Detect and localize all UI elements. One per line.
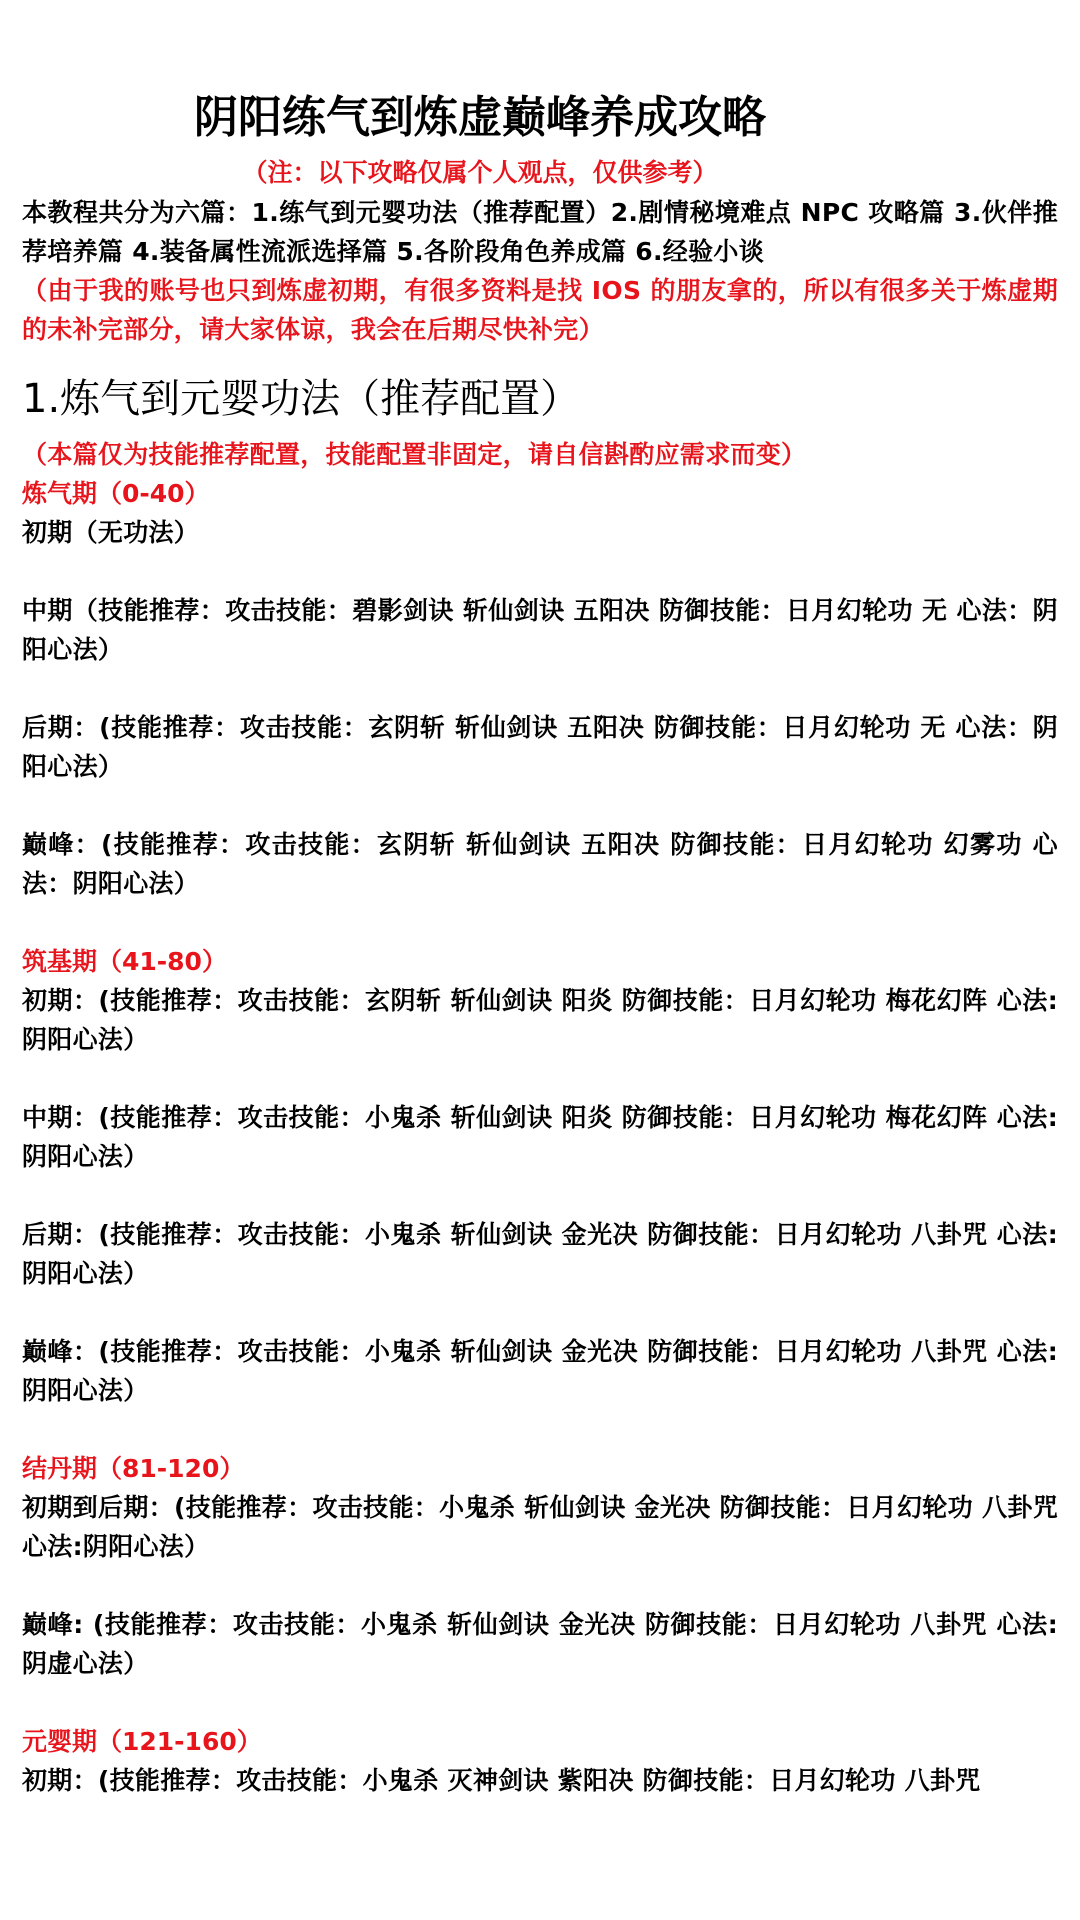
document-body xyxy=(22,193,1058,1800)
spacer xyxy=(22,552,1058,591)
stage-entry: 巅峰: (技能推荐：攻击技能：小鬼杀 斩仙剑诀 金光决 防御技能：日月幻轮功 八卦咒 心法:阴虚心法） xyxy=(22,1610,1058,1678)
stage-heading: 炼气期（0-40） xyxy=(22,479,210,508)
spacer xyxy=(22,786,1058,825)
stage-entry: 巅峰：(技能推荐：攻击技能：小鬼杀 斩仙剑诀 金光决 防御技能：日月幻轮功 八卦咒 心法:阴阳心法） xyxy=(22,1337,1058,1405)
spacer xyxy=(22,1410,1058,1449)
intro-paragraph: 本教程共分为六篇：1.练气到元婴功法（推荐配置）2.剧情秘境难点 NPC 攻略篇 3.伙伴推荐培养篇 4.装备属性流派选择篇 5.各阶段角色养成篇 6.经验小谈 xyxy=(22,198,1058,266)
spacer xyxy=(22,1059,1058,1098)
section-note: （本篇仅为技能推荐配置，技能配置非固定，请自信斟酌应需求而变） xyxy=(22,440,807,469)
stage-entry: 初期（无功法） xyxy=(22,518,200,547)
stage-heading: 元婴期（121-160） xyxy=(22,1727,262,1756)
spacer xyxy=(22,1566,1058,1605)
stage-entry: 中期：(技能推荐：攻击技能：小鬼杀 斩仙剑诀 阳炎 防御技能：日月幻轮功 梅花幻阵 心法:阴阳心法） xyxy=(22,1103,1058,1171)
stage-entry: 后期：(技能推荐：攻击技能：小鬼杀 斩仙剑诀 金光决 防御技能：日月幻轮功 八卦咒 心法:阴阳心法） xyxy=(22,1220,1058,1288)
document-title xyxy=(0,88,1080,148)
disclaimer-note xyxy=(0,155,1080,191)
section-heading: 1.炼气到元婴功法（推荐配置） xyxy=(22,376,581,422)
stage-entry: 中期（技能推荐：攻击技能：碧影剑诀 斩仙剑诀 五阳决 防御技能：日月幻轮功 无 心法：阴阳心法） xyxy=(22,596,1058,664)
spacer xyxy=(22,1176,1058,1215)
stage-entry: 后期：(技能推荐：攻击技能：玄阴斩 斩仙剑诀 五阳决 防御技能：日月幻轮功 无 心法：阴阳心法） xyxy=(22,713,1058,781)
spacer xyxy=(22,1293,1058,1332)
stage-heading: 筑基期（41-80） xyxy=(22,947,227,976)
stage-heading: 结丹期（81-120） xyxy=(22,1454,245,1483)
disclaimer-note-text: （注：以下攻略仅属个人观点，仅供参考） xyxy=(242,158,718,187)
spacer xyxy=(22,669,1058,708)
document-title-text: 阴阳练气到炼虚巅峰养成攻略 xyxy=(194,92,766,143)
spacer xyxy=(22,1683,1058,1722)
stage-entry: 巅峰：(技能推荐：攻击技能：玄阴斩 斩仙剑诀 五阳决 防御技能：日月幻轮功 幻雾功 心法：阴阳心法） xyxy=(22,830,1058,898)
stage-entry: 初期：(技能推荐：攻击技能：小鬼杀 灭神剑诀 紫阳决 防御技能：日月幻轮功 八卦咒 xyxy=(22,1766,981,1795)
stage-entry: 初期：(技能推荐：攻击技能：玄阴斩 斩仙剑诀 阳炎 防御技能：日月幻轮功 梅花幻阵 心法:阴阳心法） xyxy=(22,986,1058,1054)
spacer xyxy=(22,903,1058,942)
stage-entry: 初期到后期：(技能推荐：攻击技能：小鬼杀 斩仙剑诀 金光决 防御技能：日月幻轮功 八卦咒 心法:阴阳心法） xyxy=(22,1493,1058,1561)
intro-note: （由于我的账号也只到炼虚初期，有很多资料是找 IOS 的朋友拿的，所以有很多关于炼虚期的未补完部分，请大家体谅，我会在后期尽快补完） xyxy=(22,276,1058,344)
